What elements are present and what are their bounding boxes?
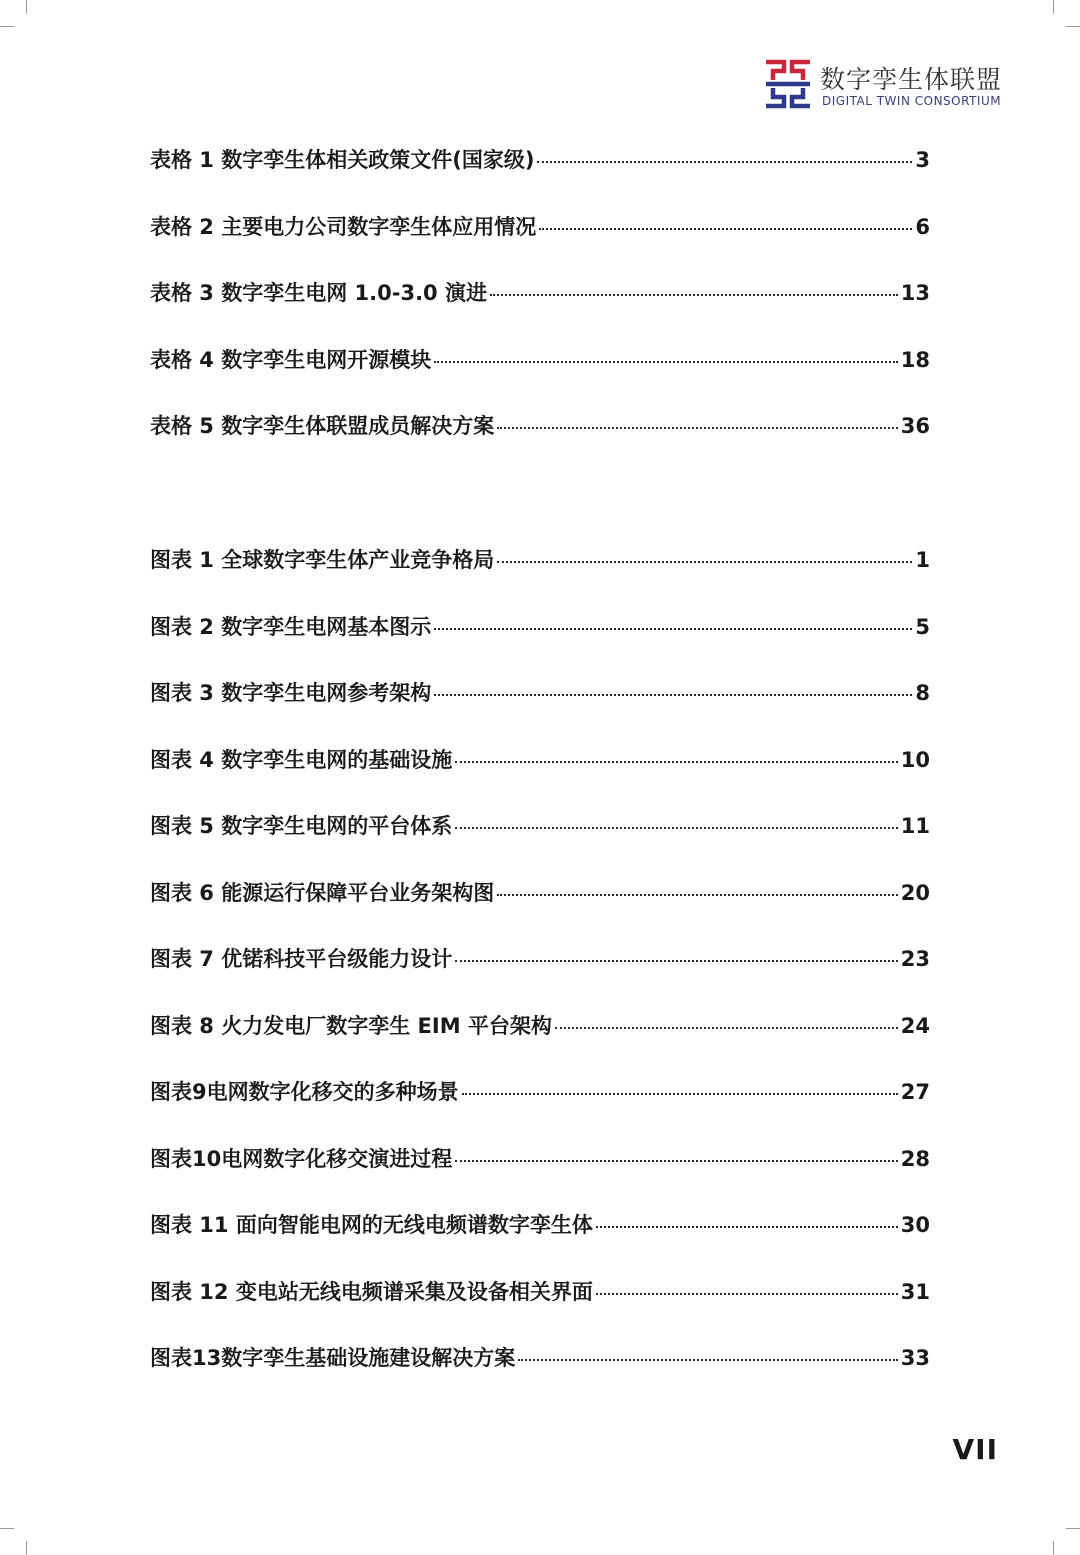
list-of-figures xyxy=(150,545,930,1410)
dot-leader xyxy=(555,1027,898,1029)
dot-leader xyxy=(596,1293,898,1295)
logo-title-cn: 数字孪生体联盟 xyxy=(820,65,1003,94)
dot-leader xyxy=(455,827,898,829)
dot-leader xyxy=(537,161,912,163)
entry-title: 表格 3 数字孪生电网 1.0-3.0 演进 xyxy=(150,281,487,305)
dot-leader xyxy=(497,561,912,563)
toc-entry[interactable] xyxy=(150,1210,930,1277)
toc-entry[interactable] xyxy=(150,545,930,612)
crop-mark xyxy=(1053,1541,1054,1555)
toc-entry[interactable] xyxy=(150,612,930,679)
dot-leader xyxy=(539,228,912,230)
crop-mark xyxy=(0,1528,14,1529)
dot-leader xyxy=(434,361,898,363)
entry-title: 图表 11 面向智能电网的无线电频谱数字孪生体 xyxy=(150,1213,593,1237)
entry-title: 图表 3 数字孪生电网参考架构 xyxy=(150,681,432,705)
toc-entry[interactable] xyxy=(150,678,930,745)
dot-leader xyxy=(497,427,898,429)
entry-page: 23 xyxy=(900,947,930,971)
dot-leader xyxy=(455,960,898,962)
toc-entry[interactable] xyxy=(150,278,930,345)
toc-entry[interactable] xyxy=(150,1011,930,1078)
toc-entry[interactable] xyxy=(150,1277,930,1344)
entry-title: 图表13数字孪生基础设施建设解决方案 xyxy=(150,1346,516,1370)
toc-entry[interactable] xyxy=(150,411,930,478)
entry-title: 图表 1 全球数字孪生体产业竞争格局 xyxy=(150,548,495,572)
entry-title: 表格 5 数字孪生体联盟成员解决方案 xyxy=(150,414,495,438)
entry-page: 18 xyxy=(900,347,930,372)
dot-leader xyxy=(596,1226,898,1228)
entry-page: 6 xyxy=(915,214,930,239)
entry-page: 31 xyxy=(900,1279,930,1304)
dot-leader xyxy=(434,694,912,696)
entry-title: 图表9电网数字化移交的多种场景 xyxy=(150,1080,459,1104)
crop-mark xyxy=(1066,1528,1080,1529)
crop-mark xyxy=(1066,26,1080,27)
toc-entry[interactable] xyxy=(150,1144,930,1211)
page-number: VII xyxy=(952,1433,998,1466)
entry-page: 13 xyxy=(900,281,930,305)
toc-entry[interactable] xyxy=(150,145,930,212)
entry-page: 30 xyxy=(900,1213,930,1237)
entry-title: 表格 1 数字孪生体相关政策文件(国家级) xyxy=(150,148,535,172)
entry-page: 24 xyxy=(900,1013,930,1038)
entry-page: 5 xyxy=(915,614,930,639)
entry-title: 图表 6 能源运行保障平台业务架构图 xyxy=(150,880,495,905)
logo-mark-icon xyxy=(762,58,814,110)
dot-leader xyxy=(434,628,912,630)
entry-page: 10 xyxy=(900,747,930,772)
crop-mark xyxy=(0,26,14,27)
dot-leader xyxy=(462,1093,898,1095)
entry-page: 11 xyxy=(900,814,930,838)
entry-page: 27 xyxy=(900,1080,930,1104)
entry-title: 表格 4 数字孪生电网开源模块 xyxy=(150,347,432,372)
crop-mark xyxy=(26,0,27,14)
entry-title: 图表 2 数字孪生电网基本图示 xyxy=(150,614,432,639)
list-of-tables xyxy=(150,145,930,478)
entry-title: 图表10电网数字化移交演进过程 xyxy=(150,1146,453,1171)
entry-title: 图表 8 火力发电厂数字孪生 EIM 平台架构 xyxy=(150,1013,552,1038)
dot-leader xyxy=(490,294,898,296)
dot-leader xyxy=(455,1160,898,1162)
toc-entry[interactable] xyxy=(150,1077,930,1144)
entry-page: 36 xyxy=(900,414,930,438)
entry-title: 图表 4 数字孪生电网的基础设施 xyxy=(150,747,453,772)
dot-leader xyxy=(518,1359,898,1361)
entry-page: 28 xyxy=(900,1146,930,1171)
crop-mark xyxy=(26,1541,27,1555)
entry-page: 33 xyxy=(900,1346,930,1370)
entry-page: 20 xyxy=(900,880,930,905)
toc-entry[interactable] xyxy=(150,212,930,279)
entry-page: 1 xyxy=(915,548,930,572)
entry-title: 图表 7 优锘科技平台级能力设计 xyxy=(150,947,453,971)
toc-entry[interactable] xyxy=(150,1343,930,1410)
toc-entry[interactable] xyxy=(150,345,930,412)
toc-entry[interactable] xyxy=(150,944,930,1011)
entry-page: 8 xyxy=(915,681,930,705)
toc-entry[interactable] xyxy=(150,745,930,812)
entry-title: 表格 2 主要电力公司数字孪生体应用情况 xyxy=(150,214,537,239)
dot-leader xyxy=(497,894,898,896)
logo-title-en: DIGITAL TWIN CONSORTIUM xyxy=(822,94,1002,108)
entry-page: 3 xyxy=(915,148,930,172)
toc-entry[interactable] xyxy=(150,811,930,878)
toc-entry[interactable] xyxy=(150,878,930,945)
consortium-logo xyxy=(762,58,1002,112)
dot-leader xyxy=(455,761,898,763)
entry-title: 图表 12 变电站无线电频谱采集及设备相关界面 xyxy=(150,1279,593,1304)
entry-title: 图表 5 数字孪生电网的平台体系 xyxy=(150,814,453,838)
crop-mark xyxy=(1053,0,1054,14)
